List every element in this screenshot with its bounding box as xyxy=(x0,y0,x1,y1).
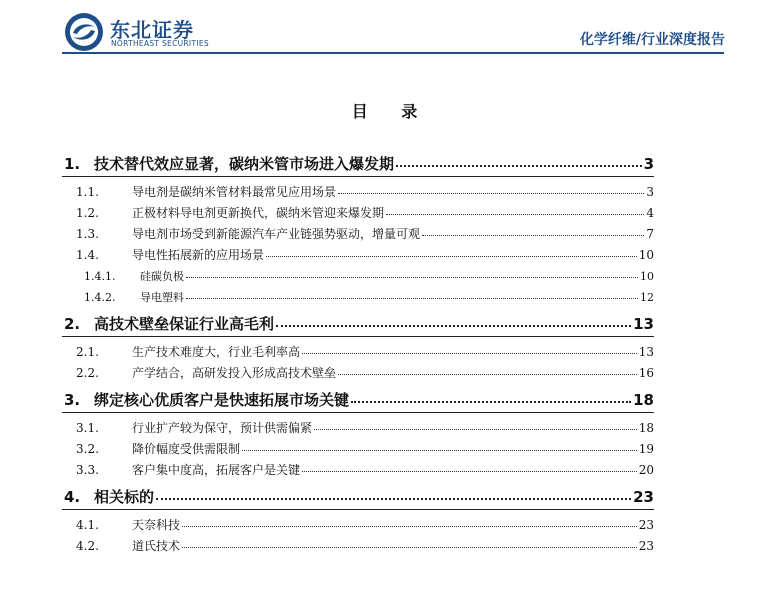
toc-entry-number: 4. xyxy=(64,488,81,506)
toc-subsection-entry[interactable] xyxy=(62,515,654,536)
toc-dot-leader xyxy=(276,325,631,327)
toc-page-number: 7 xyxy=(646,227,654,241)
table-of-contents xyxy=(62,152,654,557)
toc-page-number: 18 xyxy=(638,421,654,435)
toc-page-number: 19 xyxy=(638,442,654,456)
toc-dot-leader xyxy=(302,471,637,472)
logo-english-name: NORTHEAST SECURITIES xyxy=(111,39,209,48)
toc-page-number: 3 xyxy=(643,155,654,173)
toc-subsection-entry[interactable] xyxy=(62,203,654,224)
logo-emblem-icon xyxy=(64,12,104,52)
toc-entry-title: 正极材料导电剂更新换代，碳纳米管迎来爆发期 xyxy=(132,206,385,220)
toc-page-number: 13 xyxy=(638,345,654,359)
toc-dot-leader xyxy=(351,401,631,403)
toc-entry-number: 3. xyxy=(64,391,81,409)
toc-page-number: 12 xyxy=(640,291,654,304)
toc-entry-number: 1.2. xyxy=(76,206,99,220)
toc-dot-leader xyxy=(386,214,644,215)
toc-page-number: 16 xyxy=(638,366,654,380)
toc-entry-title: 降价幅度受供需限制 xyxy=(132,442,241,456)
toc-dot-leader xyxy=(182,547,637,548)
toc-dot-leader xyxy=(242,450,637,451)
toc-entry-title: 技术替代效应显著，碳纳米管市场进入爆发期 xyxy=(94,155,395,173)
toc-page-number: 10 xyxy=(640,270,654,283)
toc-section-entry[interactable] xyxy=(62,312,654,337)
toc-dot-leader xyxy=(314,429,637,430)
toc-entry-number: 4.1. xyxy=(76,518,99,532)
toc-entry-number: 3.2. xyxy=(76,442,99,456)
page-header xyxy=(0,0,783,60)
toc-entry-title: 客户集中度高，拓展客户是关键 xyxy=(132,463,301,477)
toc-section-entry[interactable] xyxy=(62,388,654,413)
toc-entry-title: 道氏技术 xyxy=(132,539,181,553)
toc-entry-title: 高技术壁垒保证行业高毛利 xyxy=(94,315,275,333)
toc-entry-title: 导电性拓展新的应用场景 xyxy=(132,248,265,262)
toc-subsection-entry[interactable] xyxy=(62,460,654,481)
toc-entry-title: 绑定核心优质客户是快速拓展市场关键 xyxy=(94,391,350,409)
toc-entry-title: 导电剂市场受到新能源汽车产业链强势驱动，增量可观 xyxy=(132,227,421,241)
toc-entry-title: 相关标的 xyxy=(94,488,155,506)
toc-dot-leader xyxy=(422,235,644,236)
toc-page-number: 18 xyxy=(633,391,654,409)
toc-entry-title: 导电塑料 xyxy=(140,291,184,304)
toc-section-entry[interactable] xyxy=(62,152,654,177)
toc-subsection-entry[interactable] xyxy=(62,536,654,557)
toc-entry-title: 行业扩产较为保守，预计供需偏紧 xyxy=(132,421,313,435)
toc-entry-number: 2.2. xyxy=(76,366,99,380)
toc-entry-number: 2. xyxy=(64,315,81,333)
toc-entry-title: 产学结合，高研发投入形成高技术壁垒 xyxy=(132,366,337,380)
toc-subsection-entry[interactable] xyxy=(62,224,654,245)
toc-dot-leader xyxy=(266,256,637,257)
toc-section-entry[interactable] xyxy=(62,485,654,510)
toc-page-number: 4 xyxy=(646,206,654,220)
toc-entry-number: 2.1. xyxy=(76,345,99,359)
toc-entry-number: 3.1. xyxy=(76,421,99,435)
toc-dot-leader xyxy=(186,298,638,299)
toc-dot-leader xyxy=(338,193,644,194)
toc-subsection-entry[interactable] xyxy=(62,287,654,308)
toc-subsection-entry[interactable] xyxy=(62,418,654,439)
toc-page-number: 23 xyxy=(638,518,654,532)
logo-chinese-name: 东北证券 xyxy=(110,18,194,42)
toc-title: 目 录 xyxy=(351,102,432,121)
toc-entry-title: 生产技术难度大，行业毛利率高 xyxy=(132,345,301,359)
toc-page-number: 23 xyxy=(633,488,654,506)
toc-entry-number: 1.4.2. xyxy=(84,291,116,304)
toc-entry-title: 硅碳负极 xyxy=(140,270,184,283)
toc-entry-number: 1.4. xyxy=(76,248,99,262)
toc-subsection-entry[interactable] xyxy=(62,439,654,460)
header-divider xyxy=(62,52,724,54)
report-type-label: 化学纤维/行业深度报告 xyxy=(579,32,725,48)
toc-entry-title: 天奈科技 xyxy=(132,518,181,532)
toc-entry-number: 1.4.1. xyxy=(84,270,116,283)
toc-dot-leader xyxy=(396,165,642,167)
toc-entry-title: 导电剂是碳纳米管材料最常见应用场景 xyxy=(132,185,337,199)
toc-subsection-entry[interactable] xyxy=(62,266,654,287)
toc-subsection-entry[interactable] xyxy=(62,245,654,266)
toc-entry-number: 1.3. xyxy=(76,227,99,241)
toc-entry-number: 3.3. xyxy=(76,463,99,477)
toc-page-number: 23 xyxy=(638,539,654,553)
toc-dot-leader xyxy=(302,353,637,354)
toc-dot-leader xyxy=(182,526,637,527)
toc-page-number: 10 xyxy=(638,248,654,262)
toc-page-number: 20 xyxy=(638,463,654,477)
toc-dot-leader xyxy=(338,374,637,375)
toc-subsection-entry[interactable] xyxy=(62,342,654,363)
toc-page-number: 3 xyxy=(646,185,654,199)
toc-page-number: 13 xyxy=(633,315,654,333)
toc-entry-number: 1.1. xyxy=(76,185,99,199)
toc-subsection-entry[interactable] xyxy=(62,363,654,384)
company-logo xyxy=(64,12,254,52)
toc-subsection-entry[interactable] xyxy=(62,182,654,203)
toc-entry-number: 4.2. xyxy=(76,539,99,553)
toc-dot-leader xyxy=(156,498,631,500)
toc-dot-leader xyxy=(186,277,638,278)
toc-entry-number: 1. xyxy=(64,155,81,173)
